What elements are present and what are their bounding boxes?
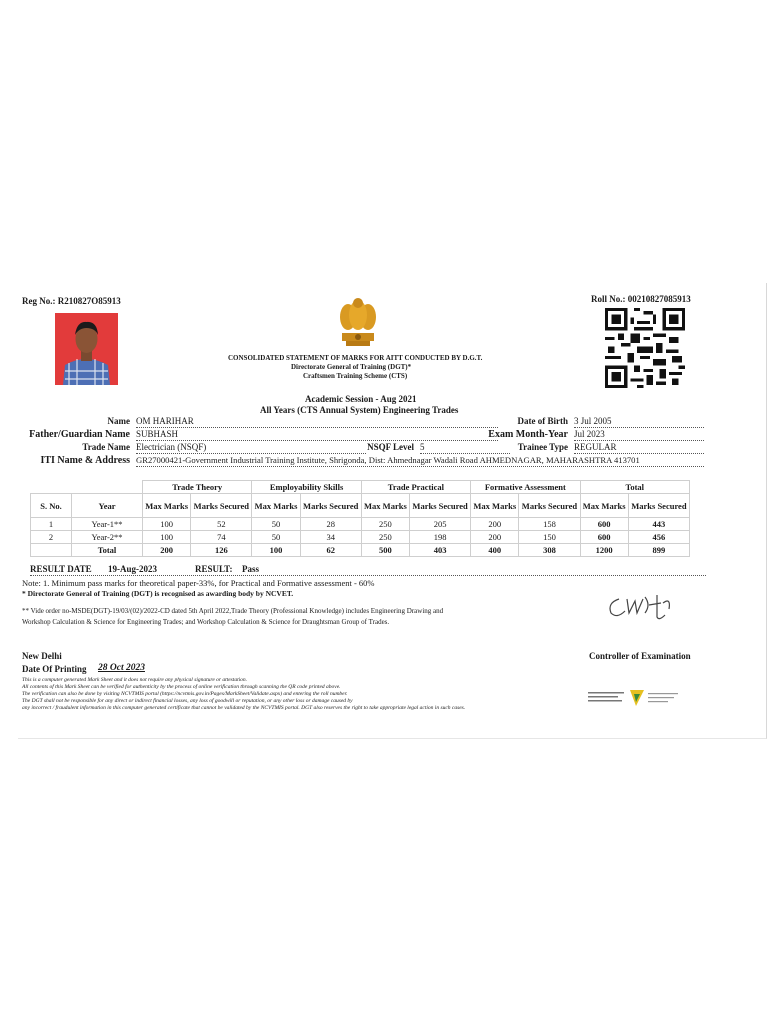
father-value: SUBHASH <box>136 429 179 439</box>
group-total: Total <box>580 481 690 494</box>
disclaimer-3: The verification can also be done by visiting NCVTMIS portal (https://ncvtmis.gov.in/Pages/MarkSheet/Validate.aspx) and entering the roll number. <box>22 691 348 697</box>
father-label: Father/Guardian Name <box>29 429 130 440</box>
print-date: 28 Oct 2023 <box>98 663 145 673</box>
academic-session: Academic Session - Aug 2021 <box>305 394 417 404</box>
controller-label: Controller of Examination <box>589 651 691 661</box>
trainee-value: REGULAR <box>574 442 617 452</box>
trainee-label: Trainee Type <box>517 442 568 452</box>
print-date-label: Date Of Printing <box>22 664 87 674</box>
result-label: RESULT: <box>195 564 233 574</box>
iti-label: ITI Name & Address <box>40 455 130 466</box>
iti-value: GR27000421-Government Industrial Training Institute, Shrigonda, Dist: Ahmednagar Wadali Road AHMEDNAGAR, MAHARASHTRA 413701 <box>136 455 640 465</box>
marksheet <box>18 283 767 739</box>
table-row: 1 Year-1** 100 52 50 28 250 205 200 158 600 443 <box>31 518 690 531</box>
note-2: * Directorate General of Training (DGT) is recognised as awarding body by NCVET. <box>22 589 294 598</box>
name-label: Name <box>107 416 130 426</box>
col-sec: Marks Secured <box>519 494 580 518</box>
result-value: Pass <box>242 564 260 574</box>
col-sec: Marks Secured <box>191 494 252 518</box>
col-sec: Marks Secured <box>410 494 471 518</box>
qr-code-icon[interactable] <box>605 308 685 388</box>
table-row-total: Total 200 126 100 62 500 403 400 308 1200 899 <box>31 544 690 557</box>
col-sno: S. No. <box>31 494 72 518</box>
col-max: Max Marks <box>252 494 300 518</box>
col-max: Max Marks <box>361 494 409 518</box>
roll-number: Roll No.: 00210827085913 <box>591 294 691 304</box>
trade-value: Electrician (NSQF) <box>136 442 207 452</box>
marks-table <box>30 480 690 557</box>
place: New Delhi <box>22 651 62 661</box>
disclaimer-2: All contents of this Mark Sheet can be verified for authenticity by the process of online verification through scanning the QR code printed above. <box>22 684 341 690</box>
trade-label: Trade Name <box>82 442 130 452</box>
dob-label: Date of Birth <box>517 416 568 426</box>
national-emblem-icon <box>336 293 380 349</box>
nsqf-label: NSQF Level <box>367 442 414 452</box>
group-employability: Employability Skills <box>252 481 361 494</box>
group-formative: Formative Assessment <box>471 481 580 494</box>
col-max: Max Marks <box>471 494 519 518</box>
student-photo <box>55 313 118 385</box>
group-trade-theory: Trade Theory <box>143 481 252 494</box>
exam-value: Jul 2023 <box>574 429 605 439</box>
dob-value: 3 Jul 2005 <box>574 416 612 426</box>
title-line-2: Directorate General of Training (DGT)* <box>291 363 412 371</box>
controller-signature-icon <box>605 591 680 621</box>
exam-label: Exam Month-Year <box>488 429 568 440</box>
all-years-title: All Years (CTS Annual System) Engineering Trades <box>260 405 459 415</box>
result-date-label: RESULT DATE <box>30 564 92 574</box>
disclaimer-5: any incorrect / fraudulent information in this computer generated certificate that cannot be validated by the NCVTMIS portal. DGT also reserves the right to take appropriate legal action in such cases. <box>22 705 466 711</box>
disclaimer-4: The DGT shall not be responsible for any direct or indirect financial losses, any loss of goodwill or reputation, or any other loss or damage caused by <box>22 698 353 704</box>
nsqf-value: 5 <box>420 442 425 452</box>
note-1: Note: 1. Minimum pass marks for theoretical paper-33%, for Practical and Formative assessment - 60% <box>22 578 375 588</box>
col-max: Max Marks <box>580 494 628 518</box>
col-year: Year <box>72 494 143 518</box>
title-line-1: CONSOLIDATED STATEMENT OF MARKS FOR AITT CONDUCTED BY D.G.T. <box>228 354 483 362</box>
col-sec: Marks Secured <box>300 494 361 518</box>
note-3b: Workshop Calculation & Science for Engineering Trades; and Workshop Calculation & Science for Draughtsman Group of Trades. <box>22 618 390 626</box>
disclaimer-1: This is a computer generated Mark Sheet and it does not require any physical signature or attestation. <box>22 677 248 683</box>
digital-seal-icon <box>588 688 683 708</box>
title-line-3: Craftsmen Training Scheme (CTS) <box>303 372 408 380</box>
group-trade-practical: Trade Practical <box>361 481 470 494</box>
name-value: OM HARIHAR <box>136 416 194 426</box>
result-date: 19-Aug-2023 <box>108 564 157 574</box>
reg-number: Reg No.: R210827O85913 <box>22 296 121 306</box>
note-3a: ** Vide order no-MSDE(DGT)-19/03/(02)/2022-CD dated 5th April 2022,Trade Theory (Professional Knowledge) includes Engineering Drawing and <box>22 607 444 615</box>
col-sec: Marks Secured <box>628 494 689 518</box>
col-max: Max Marks <box>143 494 191 518</box>
table-row: 2 Year-2** 100 74 50 34 250 198 200 150 600 456 <box>31 531 690 544</box>
